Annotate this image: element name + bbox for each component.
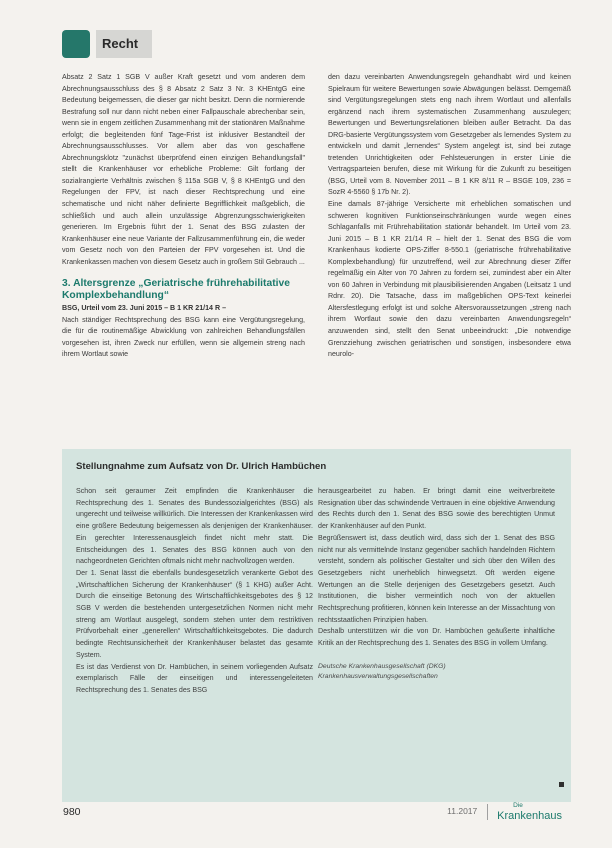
page-number: 980: [63, 806, 81, 818]
paragraph: Es ist das Verdienst von Dr. Hambüchen, in seinem vorliegenden Aufsatz exemplarisch Fälle der einseitigen und interessengeleiteten Rechtsprechung des 1. Senates des BSG: [76, 662, 313, 694]
paragraph: den dazu vereinbarten Anwendungsregeln gehandhabt wird und keinen Spielraum für weitere Bewertungen sowie Abwägungen belässt. Demgemäß sind Vergütungsregelungen stets eng nach ihrem Wortlaut und allenfalls ergänzend nach ihrem systematischen Zusammenhang auszulegen; Bewertungen und Bewertungsrelationen bleiben außer Betracht. Da das DRG-basierte Vergütungssystem vom Gesetzgeber als lernendes System zu entwickeln und damit „lernendes“ System angelegt ist, sind bei zutage tretenden Unrichtigkeiten oder Fehlsteuerungen in erster Linie die Vertragsparteien berufen, diese mit Wirkung für die Zukunft zu beseitigen (BSG, Urteil vom 8. November 2011 – B 1 KR 8/11 R – BSGE 109, 236 = SozR 4-5560 § 17b Nr. 2).: [328, 73, 571, 197]
statement-column-right: [318, 486, 555, 682]
statement-box: [62, 449, 571, 802]
paragraph: Eine damals 87-jährige Versicherte mit erheblichen somatischen und schweren kognitiven Funktionseinschränkungen wurde wegen eines Schlaganfalls mit Frührehabilitation stationär behandelt. Im Urteil vom 23. Juni 2015 – B 1 KR 21/14 R – hielt der 1. Senat des BSG die vom Krankenhaus kodierte OPS-Ziffer 8-550.1 (geriatrische frührehabilitative Komplexbehandlung) für unzutreffend, weil zur Abrechnung dieser Ziffer regelmäßig ein Alter von 70 Jahren zu fordern sei, zumindest aber ein Alter von 60 Jahren in Verbindung mit plausibilisierenden Angaben (Leitsatz 1 und Rdnr. 20). Die Tatsache, dass im maßgeblichen OPS-Text keinerlei Altersfestlegung erfolgt ist und solche Altersvoraussetzungen „streng nach ihrem Wortlaut sowie den dazu vereinbarten Anwendungsregeln“ anzuwenden sind, stellt den Senat unbeeindruckt: „Die notwendige Grenzziehung zwischen geriatrischen und sonstigen, insbesondere etwa neurolo-: [328, 200, 571, 359]
article-column-left: [62, 72, 305, 361]
footer-divider: [487, 804, 488, 820]
rubric-label: Recht: [96, 30, 152, 58]
section-heading: 3. Altersgrenze „Geriatrische frührehabilitative Komplexbehandlung“: [62, 278, 290, 302]
paragraph: Nach ständiger Rechtsprechung des BSG kann eine Vergütungsregelung, die für die routinemäßige Abwicklung von zahlreichen Behandlungsfällen vorgesehen ist, ihren Zweck nur erfüllen, wenn sie allgemein streng nach ihrem Wortlaut sowie: [62, 315, 305, 359]
end-mark-icon: [559, 782, 564, 787]
magazine-footer: [447, 802, 562, 824]
paragraph: Schon seit geraumer Zeit empfinden die Krankenhäuser die Rechtsprechung des 1. Senates des Bundessozialgerichtes (BSG) als ungerecht und teilweise willkürlich. Die Interessen der Krankenkassen wird eine größere Bedeutung beigemessen als denjenigen der Krankenhäuser. Ein gerechter Interessenausgleich findet nicht mehr statt. Die Entscheidungen des 1. Senates des BSG können auch von den nachgeordneten Gerichten oftmals nicht mehr nachvollzogen werden.: [76, 487, 313, 566]
statement-column-left: [76, 486, 313, 697]
paragraph: Der 1. Senat lässt die ebenfalls bundesgesetzlich verankerte Gebot des „Wirtschaftlichen Sicherung der Krankenhäuser“ (§ 1 KHG) außer Acht. Durch die einseitige Betonung des Wirtschaftlichkeitsgebotes des § 12 SGB V werden die bestehenden untergesetzlichen Normen nicht mehr streng am Wortlaut ausgelegt, sondern stehen unter dem restriktiven Prüfvorbehalt einer „generellen“ Wirtschaftlichkeitsgebotes. Die dadurch bedingte Rechtsunsicherheit der Krankenhäuser belastet das gesamte System.: [76, 568, 313, 659]
magazine-logo-name: Krankenhaus: [497, 810, 562, 822]
paragraph: herausgearbeitet zu haben. Er bringt damit eine weitverbreitete Resignation über das schwindende Vertrauen in eine objektive Anwendung des Rechts durch den 1. Senat des BSG sowie des berechtigten Unmut der Krankenhäuser auf den Punkt.: [318, 487, 555, 531]
rubric-marker-square: [62, 30, 90, 58]
statement-title: Stellungnahme zum Aufsatz von Dr. Ulrich Hambüchen: [76, 461, 327, 472]
magazine-logo: [497, 802, 562, 822]
paragraph: Absatz 2 Satz 1 SGB V außer Kraft gesetzt und vom anderen dem Abrechnungsausschluss des § 8 Absatz 2 Satz 3 Nr. 3 KHEntgG eine Bedeutung beigemessen, die dieser gar nicht besitzt. Denn die normierende Bestrafung soll nur dann nicht neben einer Fallpauschale abrechenbar sein, wenn sie in engem zeitlichen Zusammenhang mit der stationären Maßnahme erfolgt; die begleitenden fünf Tage-Frist ist inklusiver Bestandteil der Abrechnungsausschlusses. Vor allem aber das von geschaffene Abrechnungsklotz "zunächst überprüfend einen einzigen Behandlungsfall" stellt die Krankenhäuser vor erhebliche Probleme: Gilt fortlang der sozialrangierte Verhältnis zwischen § 115a SGB V, § 8 KHEntgG und den Regelungen der FPV, ist nach dieser Rechtsprechung und eine schematische und nicht näher definierte Begrifflichkeit maßgeblich, die schließlich und auch allein unzulässige Abgrenzungsschwierigkeiten generieren. Im Ergebnis führt der 1. Senat des BSG zulasten der Krankenhäuser eine neue Variante der Fallzusammenführung ein, die weder vom Gesetz noch von den Parteien der FPV vorgesehen ist. Und die Krankenkassen machen von diesem Gesetz auch in großem Stil Gebrauch ...: [62, 73, 305, 266]
magazine-logo-article: Die: [513, 802, 523, 809]
issue-label: 11.2017: [447, 806, 478, 817]
paragraph: Begrüßenswert ist, dass deutlich wird, dass sich der 1. Senat des BSG nicht nur als vermittelnde Instanz gegenüber sachlich handelnden Richtern versteht, sondern als politischer Gestalter und sich über den Willen des Gesetzgebers nicht unerheblich hinwegsetzt. Oft werden eigene Wertungen an die Stelle derjenigen des Gesetzgebers gesetzt. Auch Institutionen, die bisher vermeintlich noch von der aktuellen Rechtsprechung profitieren, können kein Interesse an der Missachtung von rechtsstaatlichen Prinzipien haben.: [318, 533, 555, 624]
signature-line: Deutsche Krankenhausgesellschaft (DKG): [318, 662, 446, 670]
paragraph: Deshalb unterstützen wir die von Dr. Hambüchen geäußerte inhaltliche Kritik an der Rechtsprechung des 1. Senates des BSG in vollem Umfang.: [318, 627, 555, 648]
signature: [318, 662, 555, 682]
article-column-right: [328, 72, 571, 361]
signature-line: Krankenhausverwaltungsgesellschaften: [318, 672, 438, 680]
case-reference: BSG, Urteil vom 23. Juni 2015 – B 1 KR 21/14 R –: [62, 304, 227, 313]
